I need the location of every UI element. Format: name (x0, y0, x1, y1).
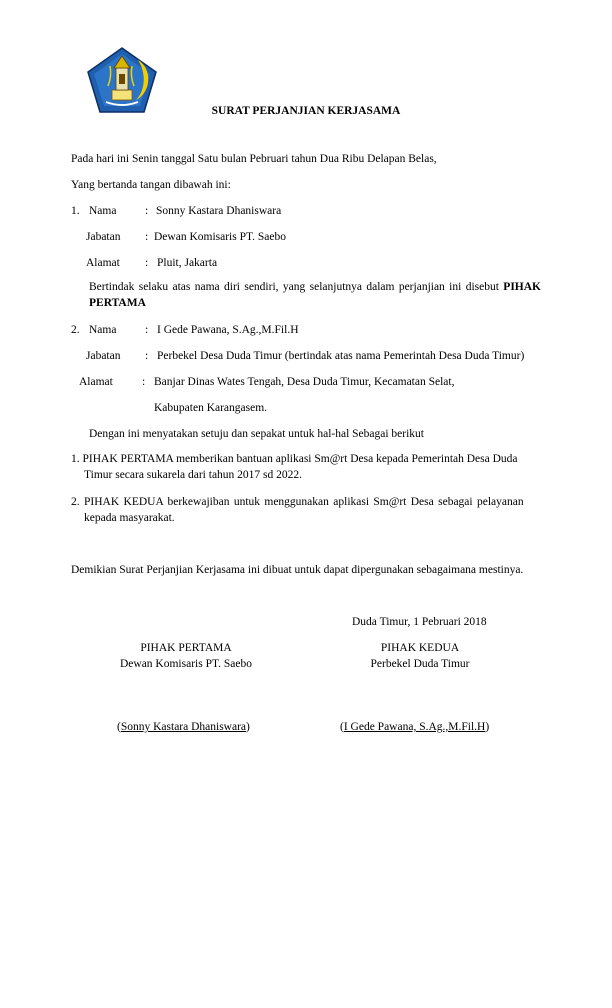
agreement-intro: Dengan ini menyatakan setuju dan sepakat untuk hal-hal Sebagai berikut (89, 428, 424, 440)
party1-name-value: Sonny Kastara Dhaniswara (156, 205, 282, 217)
left-party-role: Dewan Komisaris PT. Saebo (119, 658, 252, 670)
clause2-line1: 2. PIHAK KEDUA berkewajiban untuk menggunakan aplikasi Sm@rt Desa sebagai pelayanan (71, 496, 524, 508)
party2-number: 2. (71, 324, 80, 336)
party1-statement-text: Bertindak selaku atas nama diri sendiri, yang selanjutnya dalam perjanjian ini disebut (89, 281, 504, 293)
party1-number: 1. (71, 205, 80, 217)
party1-position-colon: : (145, 231, 149, 243)
party2-name-value: I Gede Pawana, S.Ag.,M.Fil.H (157, 324, 299, 336)
party2-address-colon: : (142, 376, 146, 388)
intro-date-line: Pada hari ini Senin tanggal Satu bulan Pebruari tahun Dua Ribu Delapan Belas, (71, 153, 437, 165)
clause1-line1: 1. PIHAK PERTAMA memberikan bantuan aplikasi Sm@rt Desa kepada Pemerintah Desa Duda (71, 453, 518, 465)
party1-position-label: Jabatan (86, 231, 121, 243)
left-signature-close-paren: ) (246, 721, 250, 733)
right-party-role: Perbekel Duda Timur (370, 658, 470, 670)
right-signature-close-paren: ) (485, 721, 490, 733)
party2-position-colon: : (145, 350, 149, 362)
left-signature-name-text: Sonny Kastara Dhaniswara (120, 721, 247, 733)
intro-signatories-line: Yang bertanda tangan dibawah ini: (71, 179, 231, 191)
document-title: SURAT PERJANJIAN KERJASAMA (211, 105, 401, 117)
left-signature-open-paren: ( (117, 721, 121, 733)
left-party-title: PIHAK PERTAMA (140, 642, 232, 654)
party1-address-colon: : (145, 257, 149, 269)
party2-address-value-line1: Banjar Dinas Wates Tengah, Desa Duda Timur, Kecamatan Selat, (154, 376, 455, 388)
party2-name-label: Nama (89, 324, 117, 336)
party1-address-value: Pluit, Jakarta (157, 257, 218, 269)
clause1-line2: Timur secara sukarela dari tahun 2017 sd 2022. (84, 469, 303, 481)
right-signature-name-text: I Gede Pawana, S.Ag.,M.Fil.H (343, 721, 486, 733)
party1-position-value: Dewan Komisaris PT. Saebo (154, 231, 287, 243)
right-signature-open-paren: ( (340, 721, 344, 733)
party1-name-colon: : (145, 205, 149, 217)
closing-statement: Demikian Surat Perjanjian Kerjasama ini dibuat untuk dapat dipergunakan sebagaimana mestinya. (71, 564, 524, 576)
party2-name-colon: : (145, 324, 149, 336)
party1-statement (89, 280, 541, 311)
party1-address-label: Alamat (86, 257, 120, 269)
clause2-line2: kepada masyarakat. (84, 512, 175, 524)
party1-statement-designation: PIHAK PERTAMA (89, 281, 541, 309)
party2-address-label: Alamat (79, 376, 113, 388)
right-signature-name (340, 720, 489, 736)
party2-position-label: Jabatan (86, 350, 121, 362)
right-party-title: PIHAK KEDUA (380, 642, 460, 654)
left-signature-name (117, 720, 250, 736)
party2-address-value-line2: Kabupaten Karangasem. (154, 402, 268, 414)
place-date: Duda Timur, 1 Pebruari 2018 (352, 616, 487, 628)
party2-position-value: Perbekel Desa Duda Timur (bertindak atas nama Pemerintah Desa Duda Timur) (157, 350, 525, 362)
party1-name-label: Nama (89, 205, 117, 217)
